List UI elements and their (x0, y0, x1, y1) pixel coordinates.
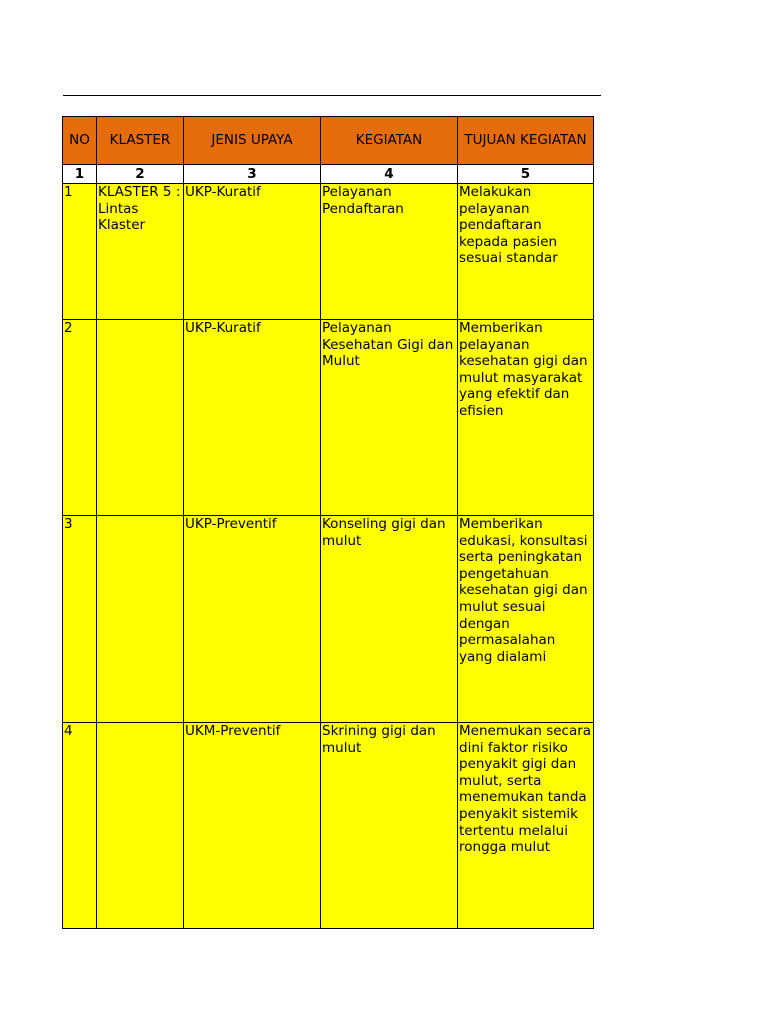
cell-klaster (97, 320, 184, 516)
header-klaster: KLASTER (97, 117, 184, 165)
cell-tujuan: Menemukan secara dini faktor risiko penyakit gigi dan mulut, serta menemukan tanda penyakit sistemik tertentu melalui rongga mulut (458, 723, 594, 929)
cell-jenis-upaya: UKP-Preventif (184, 516, 321, 723)
column-number: 4 (321, 165, 458, 184)
table-row (63, 516, 594, 723)
header-no: NO (63, 117, 97, 165)
header-tujuan-kegiatan: TUJUAN KEGIATAN (458, 117, 594, 165)
column-number-row (63, 165, 594, 184)
cell-no: 1 (63, 184, 97, 320)
header-kegiatan: KEGIATAN (321, 117, 458, 165)
header-row (63, 117, 594, 165)
header-jenis-upaya: JENIS UPAYA (184, 117, 321, 165)
cell-tujuan: Melakukan pelayanan pendaftaran kepada pasien sesuai standar (458, 184, 594, 320)
column-number: 3 (184, 165, 321, 184)
top-rule (63, 95, 601, 96)
table-row (63, 320, 594, 516)
cell-tujuan: Memberikan pelayanan kesehatan gigi dan mulut masyarakat yang efektif dan efisien (458, 320, 594, 516)
column-number: 1 (63, 165, 97, 184)
column-number: 2 (97, 165, 184, 184)
cell-no: 4 (63, 723, 97, 929)
cell-kegiatan: Skrining gigi dan mulut (321, 723, 458, 929)
column-number: 5 (458, 165, 594, 184)
cell-kegiatan: Pelayanan Kesehatan Gigi dan Mulut (321, 320, 458, 516)
cell-no: 2 (63, 320, 97, 516)
cell-jenis-upaya: UKP-Kuratif (184, 320, 321, 516)
cell-klaster (97, 516, 184, 723)
cell-klaster: KLASTER 5 : Lintas Klaster (97, 184, 184, 320)
table-row (63, 723, 594, 929)
activity-table (62, 116, 594, 929)
cell-klaster (97, 723, 184, 929)
cell-no: 3 (63, 516, 97, 723)
cell-kegiatan: Konseling gigi dan mulut (321, 516, 458, 723)
cell-jenis-upaya: UKP-Kuratif (184, 184, 321, 320)
cell-kegiatan: Pelayanan Pendaftaran (321, 184, 458, 320)
table-row (63, 184, 594, 320)
cell-tujuan: Memberikan edukasi, konsultasi serta peningkatan pengetahuan kesehatan gigi dan mulut sesuai dengan permasalahan yang dialami (458, 516, 594, 723)
cell-jenis-upaya: UKM-Preventif (184, 723, 321, 929)
